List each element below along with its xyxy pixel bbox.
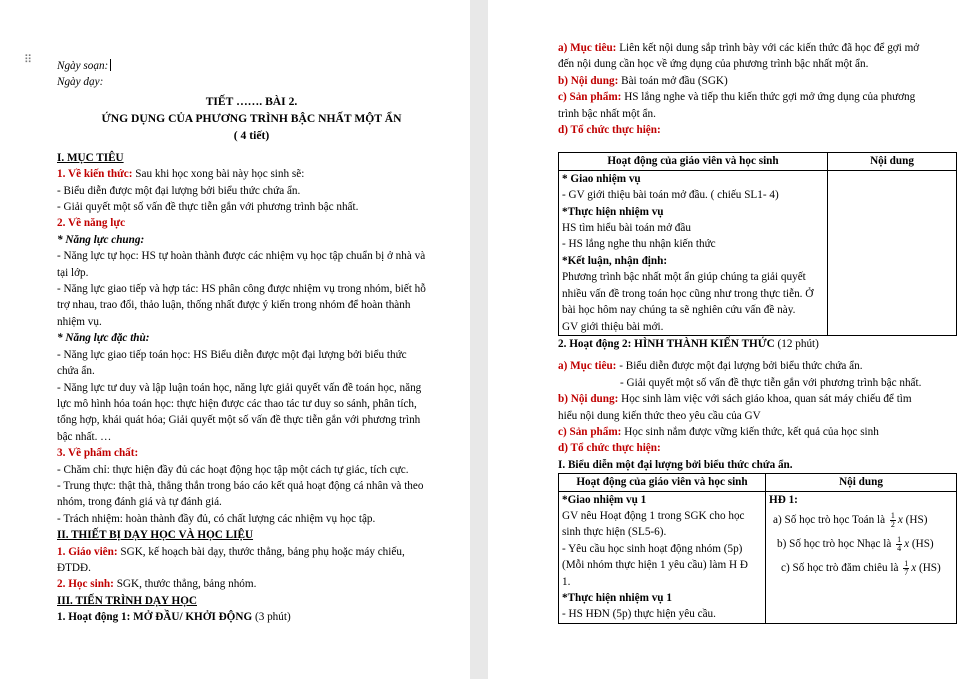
fraction: $\frac{1}{7}$ (904, 558, 909, 577)
table-cell (766, 491, 957, 623)
subsection-heading: I. Biểu diễn một đại lượng bởi biểu thức chứa ẩn. (558, 458, 793, 471)
table-cell (828, 170, 957, 335)
activity2-table (558, 473, 957, 624)
table-header: Nội dung (828, 153, 957, 170)
competence-heading: 2. Về năng lực (57, 217, 126, 230)
paragraph-line: - Giải quyết một số vấn đề thực tiễn gắn với phương trình bậc nhất. (620, 376, 922, 389)
paragraph-line: nhóm, trong đánh giá và tự đánh giá. (57, 496, 222, 509)
hd1-label: HĐ 1: (769, 493, 798, 506)
knowledge-item: - Biểu diễn được một đại lượng bởi biểu thức chứa ẩn. (57, 184, 301, 197)
paragraph-line: - Năng lực tự học: HS tự hoàn thành được các nhiệm vụ học tập chuẩn bị ở nhà và (57, 250, 426, 263)
paragraph-line: lực mô hình hóa toán học: thực hiện được các thao tác tư duy so sánh, phân tích, (57, 397, 417, 410)
paragraph-line: hiểu nội dung kiến thức theo yêu cầu của GV (558, 409, 761, 422)
date-prepared[interactable]: Ngày soạn: (57, 58, 446, 74)
objective-line: a) Mục tiêu: - Biểu diễn được một đại lượng bởi biểu thức chứa ẩn. (558, 360, 863, 373)
activity1-table (558, 152, 957, 335)
document-page-right (488, 0, 977, 679)
paragraph-line: tổng hợp, khái quát hóa; Giải quyết một số vấn đề thực tiễn gắn với phương trình (57, 414, 421, 427)
activity1-heading: 1. Hoạt động 1: MỞ ĐẦU/ KHỞI ĐỘNG (3 phút) (57, 611, 291, 624)
knowledge-line: 1. Về kiến thức: Sau khi học xong bài này học sinh sẽ: (57, 168, 305, 181)
table-header: Nội dung (766, 474, 957, 491)
document-page-left (0, 0, 470, 679)
knowledge-item: - Giải quyết một số vấn đề thực tiễn gắn với phương trình bậc nhất. (57, 201, 359, 214)
section-heading-procedure: III. TIẾN TRÌNH DẠY HỌC (57, 594, 197, 607)
section-heading-objectives: I. MỤC TIÊU (57, 151, 124, 164)
paragraph-line: - Chăm chỉ: thực hiện đầy đủ các hoạt động học tập một cách tự giác, tích cực. (57, 463, 409, 476)
paragraph-line: đến nội dung cần học về ứng dụng của phương trình bậc nhất một ẩn. (558, 58, 869, 71)
table-header: Hoạt động của giáo viên và học sinh (559, 153, 828, 170)
general-competence-heading: * Năng lực chung: (57, 233, 145, 246)
qualities-heading: 3. Về phẩm chất: (57, 447, 139, 460)
student-line: 2. Học sinh: SGK, thước thẳng, bảng nhóm. (57, 578, 257, 591)
answer-c: c) Số học trò đăm chiêu là $\frac{1}{7}$ x (HS) (781, 558, 941, 577)
paragraph-line: trình bậc nhất một ẩn. (558, 107, 656, 120)
paragraph-line: - Năng lực giao tiếp và hợp tác: HS phân công được nhiệm vụ trong nhóm, biết hỗ (57, 283, 426, 296)
paragraph-line: - Năng lực giao tiếp toán học: HS Biểu diễn được một đại lượng bởi biểu thức (57, 348, 407, 361)
table-cell: *Giao nhiệm vụ 1 GV nêu Hoạt động 1 trong SGK cho học sinh thực hiện (SL5-6). - Yêu cầu học sinh hoạt động nhóm (5p) (Mỗi nhóm thực hiện 1 yêu cầu) làm H Đ 1. *Thực hiện nhiệm vụ 1 - HS HĐN (5p) thực hiện yêu cầu. (559, 491, 766, 623)
content-line: b) Nội dung: Học sinh làm việc với sách giáo khoa, quan sát máy chiếu để tìm (558, 393, 912, 406)
objective-line: a) Mục tiêu: Liên kết nội dung sắp trình bày với các kiến thức đã học để gợi mở (558, 42, 920, 54)
section-heading-equipment: II. THIẾT BỊ DẠY HỌC VÀ HỌC LIỆU (57, 529, 254, 542)
lesson-subtitle: ỨNG DỤNG CỦA PHƯƠNG TRÌNH BẬC NHẤT MỘT ẨN (101, 111, 402, 125)
paragraph-line: - Năng lực tư duy và lập luận toán học, năng lực giải quyết vấn đề toán học, năng (57, 381, 422, 394)
paragraph-line: chứa ẩn. (57, 365, 95, 378)
table-header: Hoạt động của giáo viên và học sinh (559, 474, 766, 491)
paragraph-line: - Trung thực: thật thà, thẳng thắn trong báo cáo kết quả hoạt động cá nhân và theo (57, 479, 424, 492)
organization-heading: d) Tổ chức thực hiện: (558, 124, 661, 137)
paragraph-line: nhiệm vụ. (57, 315, 102, 328)
specific-competence-heading: * Năng lực đặc thù: (57, 332, 150, 345)
table-cell: * Giao nhiệm vụ - GV giới thiệu bài toán mở đầu. ( chiếu SL1- 4) *Thực hiện nhiệm vụ HS tìm hiểu bài toán mở đầu - HS lắng nghe thu nhận kiến thức *Kết luận, nhận định: Phương trình bậc nhất một ẩn giúp chúng ta giải quyết nhiều vấn đề trong toán học cũng như trong thực tiễn. Ở bài học hôm nay chúng ta sẽ nghiên cứu vấn đề này. GV giới thiệu bài mới. (559, 170, 828, 335)
activity2-heading: 2. Hoạt động 2: HÌNH THÀNH KIẾN THỨC (12 phút) (558, 337, 819, 350)
paragraph-line: tại lớp. (57, 266, 89, 279)
paragraph-line: - Trách nhiệm: hoàn thành đầy đủ, có chất lượng các nhiệm vụ học tập. (57, 512, 376, 525)
fraction: $\frac{1}{4}$ (897, 534, 902, 553)
paragraph-line: trợ nhau, trao đổi, thảo luận, thống nhất được ý kiến trong nhóm để hoàn thành (57, 299, 411, 312)
lesson-periods: ( 4 tiết) (233, 128, 270, 142)
drag-handle-icon[interactable]: ⠿ (24, 53, 33, 66)
text-cursor (110, 59, 111, 71)
product-line: c) Sản phẩm: Học sinh nắm được vững kiến thức, kết quả của học sinh (558, 425, 879, 438)
product-line: c) Sản phẩm: HS lắng nghe và tiếp thu kiến thức gợi mở ứng dụng của phương (558, 91, 916, 104)
lesson-title: TIẾT ……. BÀI 2. (205, 94, 298, 108)
paragraph-line: bậc nhất. … (57, 430, 112, 443)
teacher-line: 1. Giáo viên: SGK, kế hoạch bài dạy, thước thẳng, bảng phụ hoặc máy chiếu, (57, 545, 405, 558)
organization-heading: d) Tổ chức thực hiện: (558, 442, 661, 455)
paragraph-line: ĐTDĐ. (57, 561, 91, 574)
answer-b: b) Số học trò học Nhạc là $\frac{1}{4}$ x (HS) (777, 534, 934, 553)
content-line: b) Nội dung: Bài toán mở đầu (SGK) (558, 74, 728, 87)
date-taught: Ngày dạy: (57, 76, 104, 89)
answer-a: a) Số học trò học Toán là $\frac{1}{2}$ x (HS) (773, 510, 928, 529)
fraction: $\frac{1}{2}$ (890, 510, 895, 529)
